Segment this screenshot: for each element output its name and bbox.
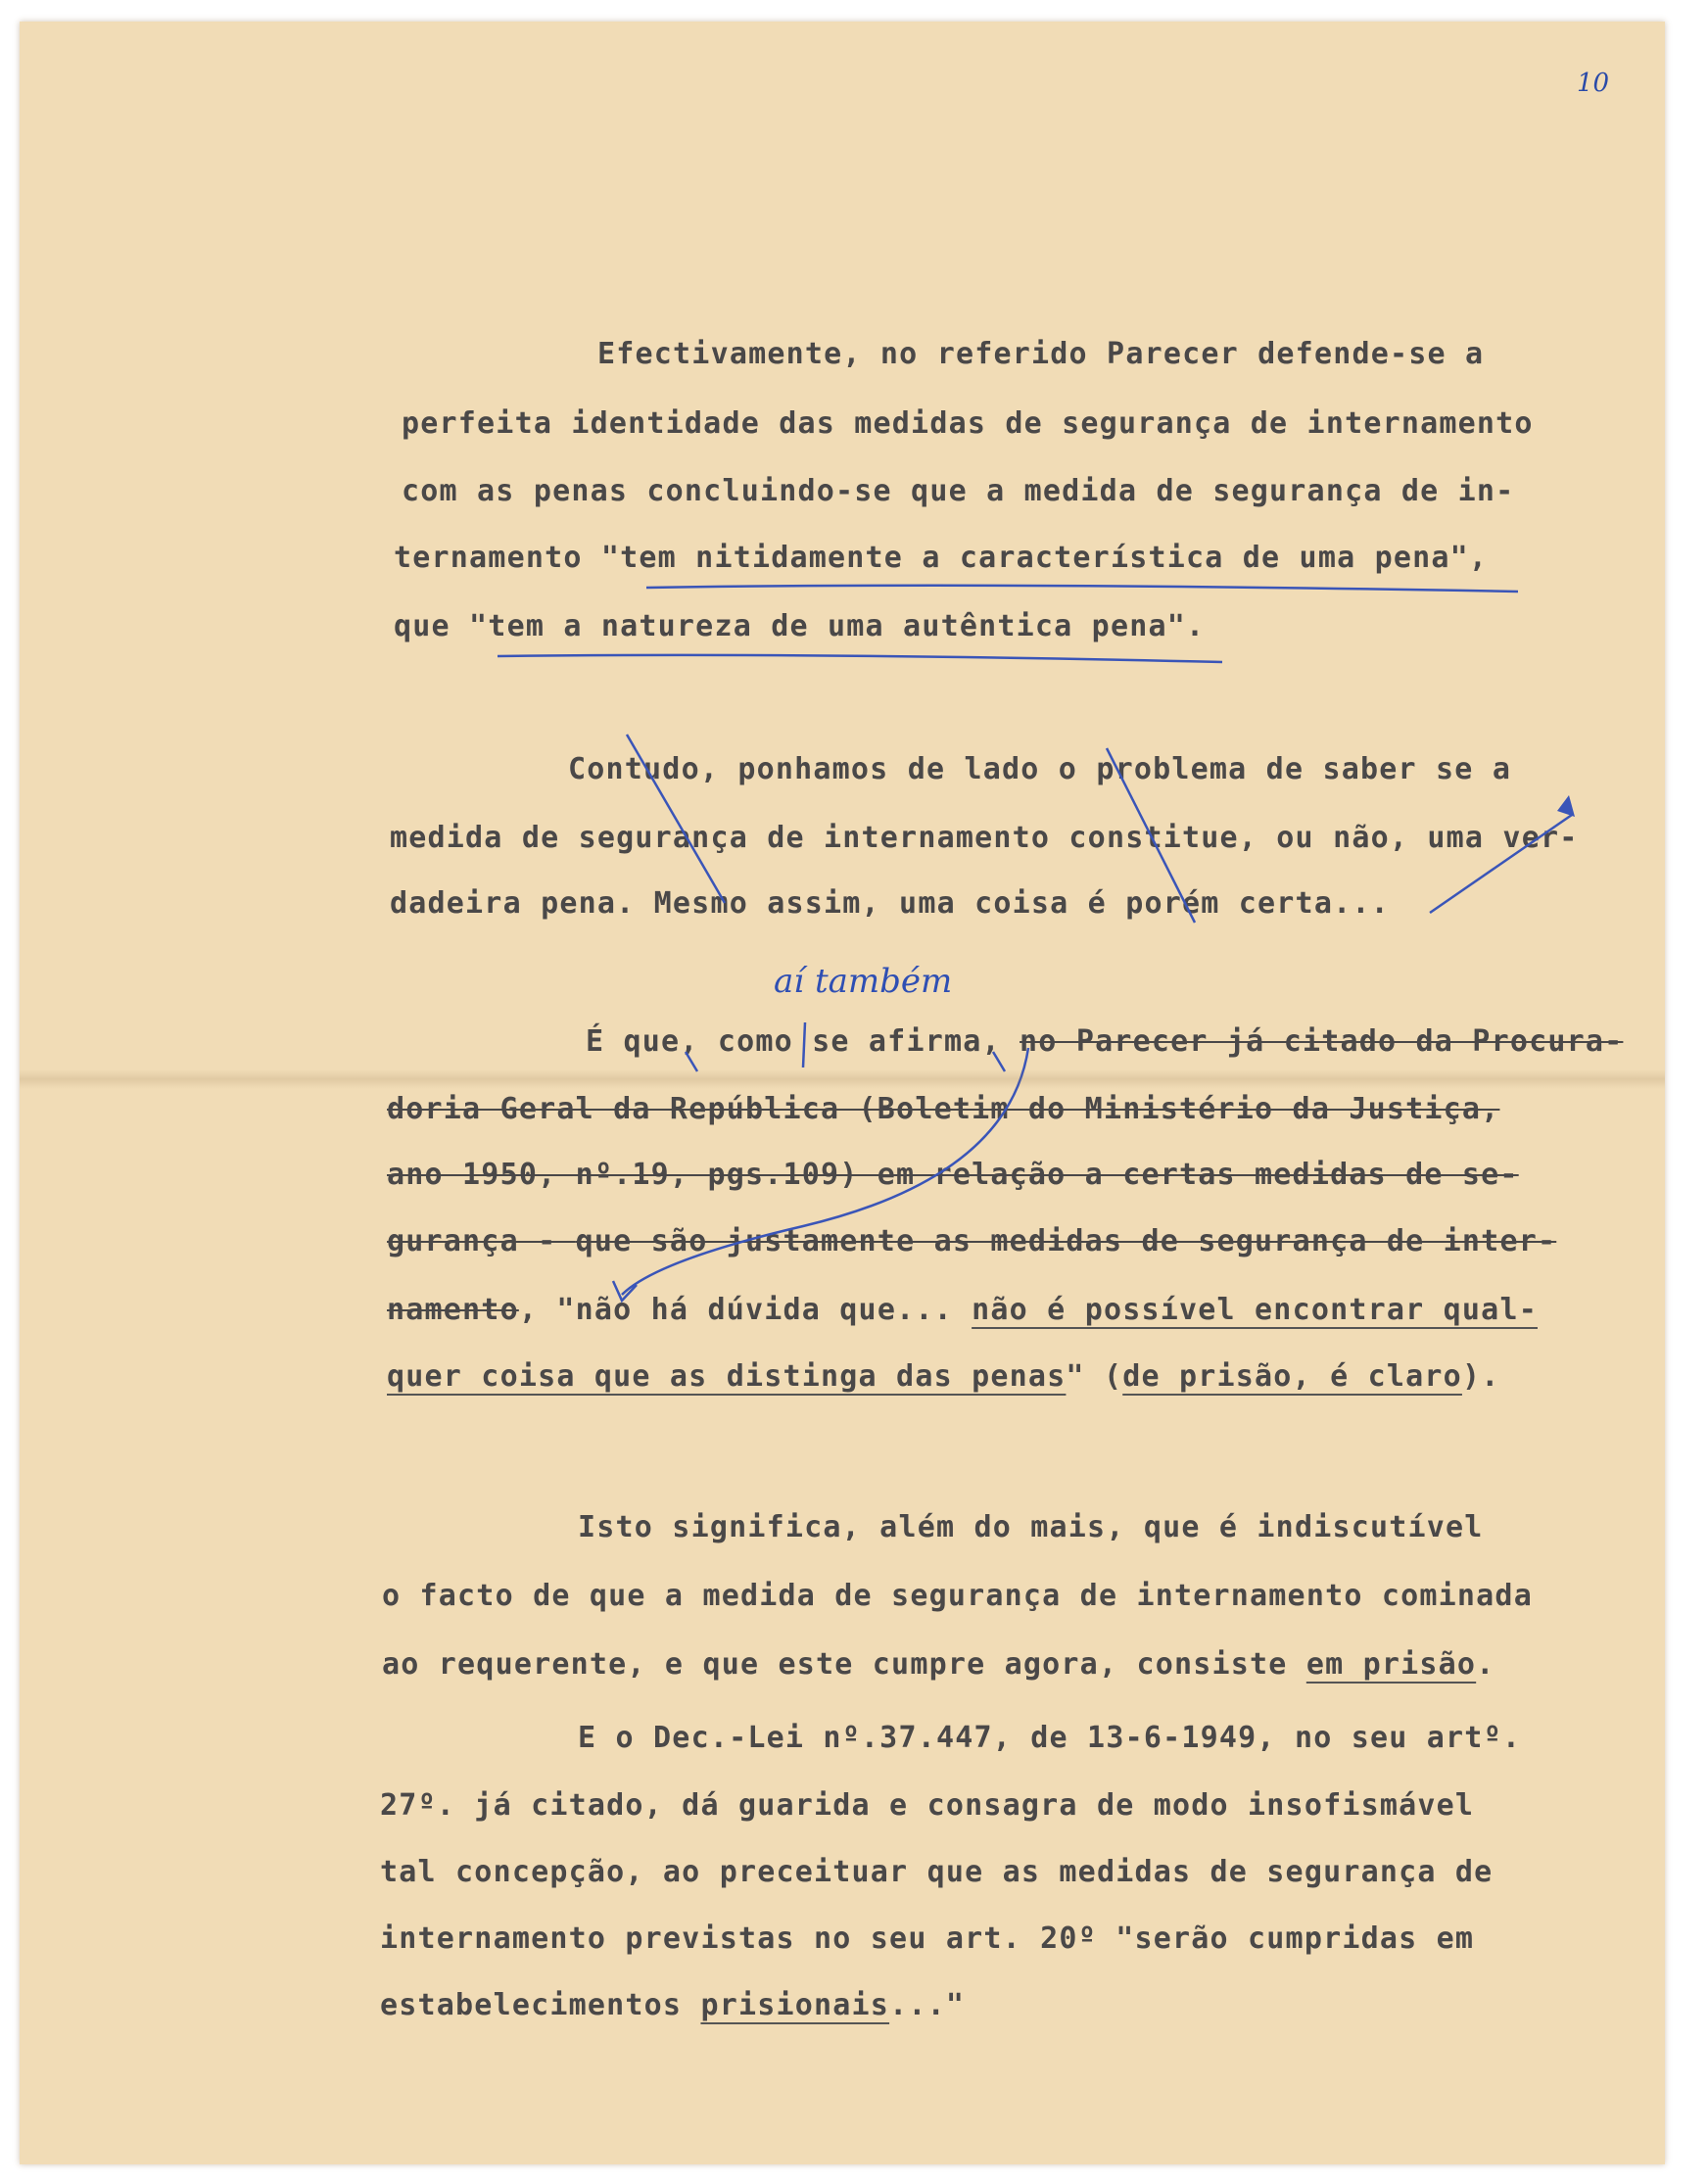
p3-line-2: doria Geral da República (Boletim do Ministério da Justiça, — [387, 1092, 1500, 1126]
p3-line-5: namento, "não há dúvida que... não é possível encontrar qual- — [387, 1293, 1538, 1327]
p4-line-3: ao requerente, e que este cumpre agora, consiste em prisão. — [382, 1647, 1495, 1682]
p1-line-4: ternamento "tem nitidamente a característica de uma pena", — [394, 541, 1489, 575]
comma-mark-2 — [993, 1052, 1005, 1071]
p3-line-4: gurança - que são justamente as medidas de segurança de inter- — [387, 1224, 1557, 1258]
p4-line-1: Isto significa, além do mais, que é indiscutível — [578, 1510, 1484, 1544]
insert-bracket — [803, 1022, 805, 1067]
p5-line-5: estabelecimentos prisionais..." — [380, 1988, 966, 2022]
diagonal-strike-3 — [1430, 815, 1572, 913]
handwritten-annotation: aí também — [774, 962, 953, 1001]
pen-marks — [20, 22, 1665, 2164]
p5-line-3: tal concepção, ao preceituar que as medidas de segurança de — [380, 1855, 1494, 1889]
arrow-curve — [622, 1048, 1028, 1295]
p2-line-2: medida de segurança de internamento constitue, ou não, uma ver- — [390, 821, 1579, 855]
comma-mark-1 — [686, 1052, 697, 1071]
p1-line-1: Efectivamente, no referido Parecer defende-se a — [597, 337, 1485, 371]
p4-line-2: o facto de que a medida de segurança de internamento cominada — [382, 1579, 1533, 1613]
p5-line-2: 27º. já citado, dá guarida e consagra de modo insofismável — [380, 1788, 1475, 1823]
underline-mark-1 — [646, 586, 1518, 592]
p1-line-2: perfeita identidade das medidas de segurança de internamento — [402, 406, 1534, 441]
arrow-head-1 — [1557, 795, 1575, 817]
p3-line-6: quer coisa que as distinga das penas" (de prisão, é claro). — [387, 1359, 1500, 1394]
p1-line-5: que "tem a natureza de uma autêntica pena". — [394, 609, 1206, 643]
page-number: 10 — [1577, 69, 1610, 98]
underline-mark-2 — [498, 655, 1222, 662]
p5-line-1: E o Dec.-Lei nº.37.447, de 13-6-1949, no seu artº. — [578, 1721, 1522, 1755]
p2-line-3: dadeira pena. Mesmo assim, uma coisa é porém certa... — [390, 886, 1390, 921]
diagonal-strike-2 — [1107, 748, 1195, 923]
document-page — [20, 22, 1665, 2164]
p2-line-1: Contudo, ponhamos de lado o problema de saber se a — [568, 752, 1512, 786]
p3-line-3: ano 1950, nº.19, pgs.109) em relação a certas medidas de se- — [387, 1158, 1519, 1192]
p1-line-3: com as penas concluindo-se que a medida de segurança de in- — [402, 474, 1515, 508]
p5-line-4: internamento previstas no seu art. 20º "serão cumpridas em — [380, 1921, 1475, 1956]
diagonal-strike-1 — [627, 735, 725, 903]
p3-line-1: É que, como se afirma, no Parecer já citado da Procura- — [586, 1024, 1624, 1059]
